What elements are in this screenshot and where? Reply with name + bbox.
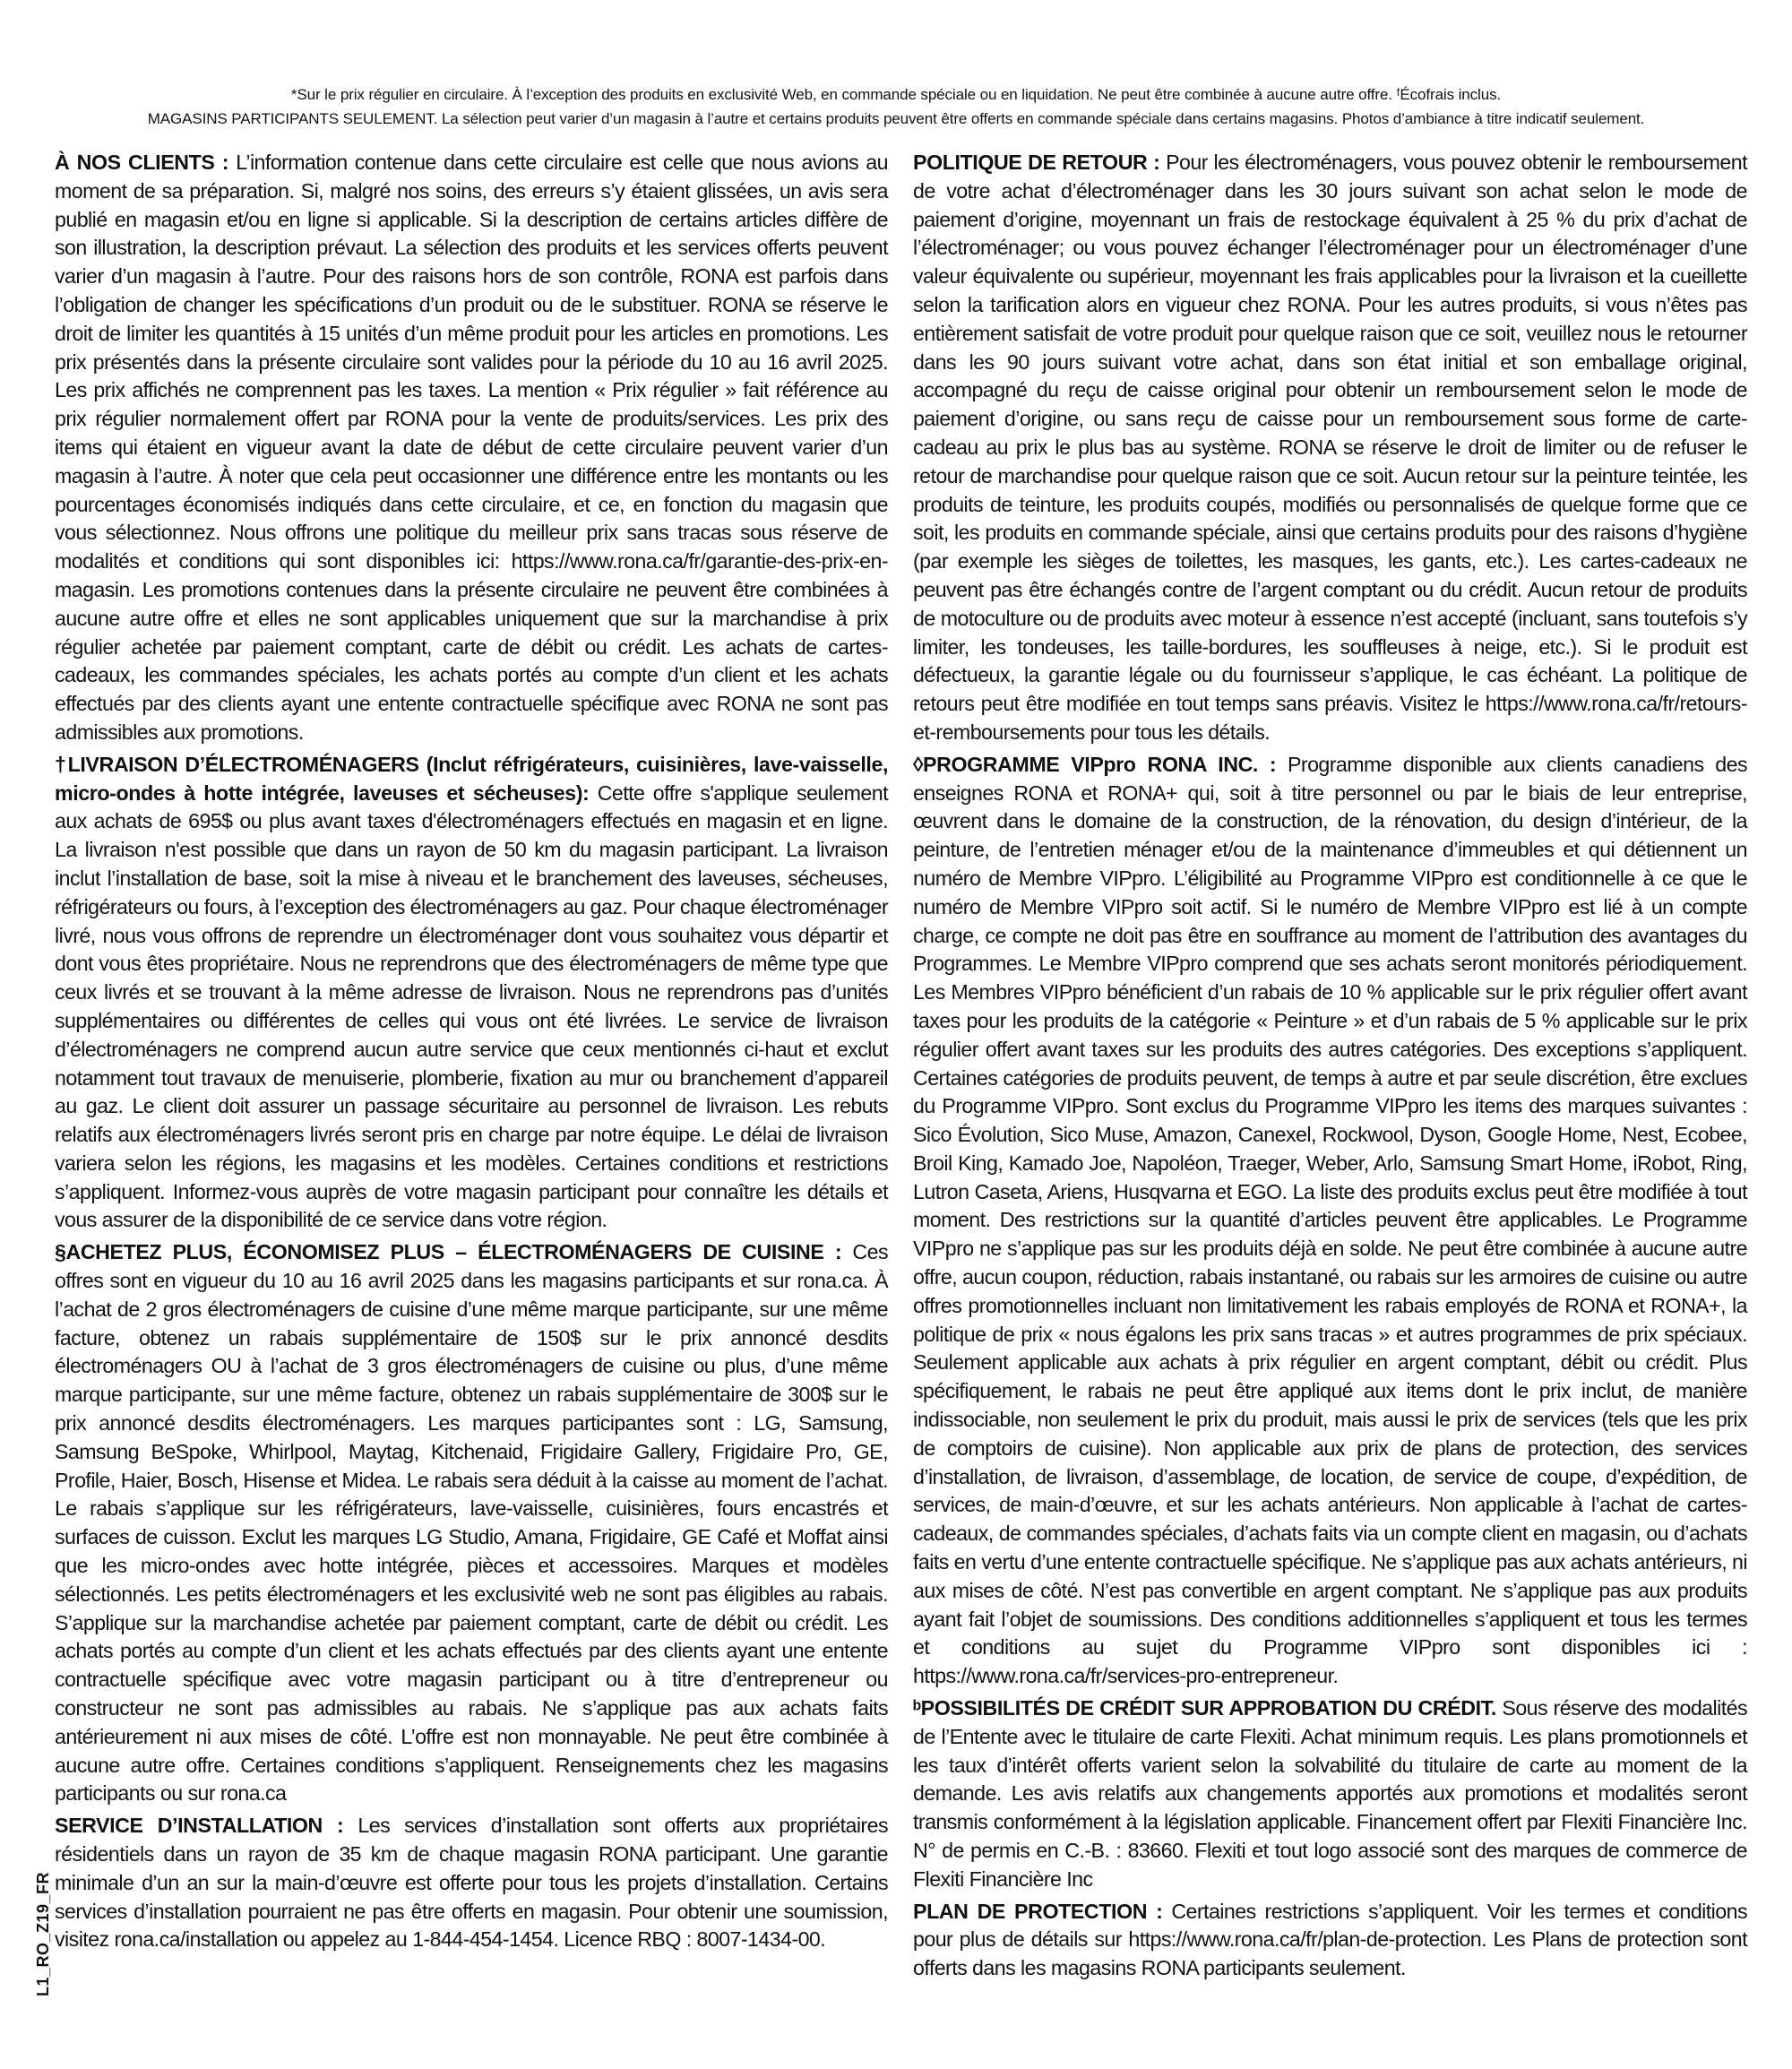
section-credit-title: ᵇPOSSIBILITÉS DE CRÉDIT SUR APPROBATION DU CRÉDIT. (913, 1696, 1496, 1720)
section-vippro (913, 751, 1747, 1691)
section-livraison (55, 751, 888, 1236)
section-credit-body: Sous réserve des modalités de l’Entente avec le titulaire de carte Flexiti. Achat minimum requis. Les plans promotionnels et les taux d’intérêt offerts varient selon la solvabilité du titulaire de carte au moment de la demande. Les avis relatifs aux changements apportés aux promotions et modalités seront transmis conformément à la législation applicable. Financement offert par Flexiti Financière Inc. N° de permis en C.-B. : 83660. Flexiti et tout logo associé sont des marques de commerce de Flexiti Financière Inc (913, 1696, 1747, 1891)
section-protection-body: Certaines restrictions s’appliquent. Voir les termes et conditions pour plus de détails sur https://www.rona.ca/fr/plan-de-protection. Les Plans de protection sont offerts dans les magasins RONA participants seulement. (913, 1899, 1747, 1980)
section-livraison-body: Cette offre s'applique seulement aux achats de 695$ ou plus avant taxes d'électroménagers effectués en magasin et en ligne. La livraison n'est possible que dans un rayon de 50 km du magasin participant. La livraison inclut l’installation de base, soit la mise à niveau et le branchement des laveuses, sécheuses, réfrigérateurs ou fours, à l’exception des électroménagers au gaz. Pour chaque électroménager livré, nous vous offrons de reprendre un électroménager dont vous souhaitez vous départir et dont vous êtes propriétaire. Nous ne reprendrons que des électroménagers de même type que ceux livrés et se trouvant à la même adresse de livraison. Nous ne reprendrons pas d’unités supplémentaires ou différentes de celles qui vous ont été livrées. Le service de livraison d’électroménagers ne comprend aucun autre service que ceux mentionnés ci-haut et exclut notamment tout travaux de menuiserie, plomberie, fixation au mur ou branchement d’appareil au gaz. Le client doit assurer un passage sécuritaire au personnel de livraison. Les rebuts relatifs aux électroménagers livrés seront pris en charge par notre équipe. Le délai de livraison variera selon les régions, les magasins et les modèles. Certaines conditions et restrictions s’appliquent. Informez-vous auprès de votre magasin participant pour connaître les détails et vous assurer de la disponibilité de ce service dans votre région. (55, 780, 888, 1232)
section-achetez-title: §ACHETEZ PLUS, ÉCONOMISEZ PLUS – ÉLECTROMÉNAGERS DE CUISINE : (55, 1240, 842, 1264)
section-vippro-body: Programme disponible aux clients canadiens des enseignes RONA et RONA+ qui, soit à titre personnel ou par le biais de leur entreprise, œuvrent dans le domaine de la construction, de la rénovation, du design d’intérieur, de la peinture, de l’entretien ménager et/ou de la maintenance d’immeubles et qui détiennent un numéro de Membre VIPpro. L’éligibilité au Programme VIPpro est conditionnelle à ce que le numéro de Membre VIPpro soit actif. Si le numéro de Membre VIPpro est lié à un compte charge, ce compte ne doit pas être en souffrance au moment de l’attribution des avantages du Programmes. Le Membre VIPpro comprend que ses achats seront monitorés périodiquement. Les Membres VIPpro bénéficient d’un rabais de 10 % applicable sur le prix régulier offert avant taxes pour les produits de la catégorie « Peinture » et d’un rabais de 5 % applicable sur le prix régulier offert avant taxes sur les produits des autres catégories. Des exceptions s’appliquent. Certaines catégories de produits peuvent, de temps à autre et par seule discrétion, être exclues du Programme VIPpro. Sont exclus du Programme VIPpro les items des marques suivantes : Sico Évolution, Sico Muse, Amazon, Canexel, Rockwool, Dyson, Google Home, Nest, Ecobee, Broil King, Kamado Joe, Napoléon, Traeger, Weber, Arlo, Samsung Smart Home, iRobot, Ring, Lutron Caseta, Ariens, Husqvarna et EGO. La liste des produits exclus peut être modifiée à tout moment. Des restrictions sur la quantité d’articles peuvent être applicables. Le Programme VIPpro ne s’applique pas sur les produits déjà en solde. Ne peut être combinée à aucune autre offre, aucun coupon, réduction, rabais instantané, ou rabais sur les armoires de cuisine ou autre offres promotionnelles incluant non limitativement les rabais employés de RONA et RONA+, la politique de prix « nous égalons les prix sans tracas » et autres programmes de prix spéciaux. Seulement applicable aux achats à prix régulier en argent comptant, débit ou crédit. Plus spécifiquement, le rabais ne peut être appliqué aux items dont le prix inclut, de manière indissociable, non seulement le prix du produit, mais aussi le prix de services (tels que les prix de comptoirs de cuisine). Non applicable aux prix de plans de protection, des services d’installation, de livraison, d’assemblage, de location, de service de coupe, d’expédition, de services, de main-d’œuvre, et sur les achats antérieurs. Non applicable à l’achat de cartes-cadeaux, de commandes spéciales, d’achats faits via un compte client en magasin, ou d’achats faits en vertu d’une entente contractuelle spécifique. Ne s’applique pas aux achats antérieurs, ni aux mises de côté. N’est pas convertible en argent comptant. Ne s’applique pas aux produits ayant fait l’objet de soumissions. Des conditions additionnelles s’appliquent et tous les termes et conditions au sujet du Programme VIPpro sont disponibles ici : https://www.rona.ca/fr/services-pro-entrepreneur. (913, 752, 1747, 1688)
left-column (55, 149, 888, 1958)
section-vippro-title: ◊PROGRAMME VIPpro RONA INC. : (913, 752, 1277, 776)
section-achetez (55, 1238, 888, 1808)
document-code: L1_RO_Z19_FR (34, 1871, 52, 1996)
section-clients (55, 149, 888, 747)
section-installation-title: SERVICE D’INSTALLATION : (55, 1814, 344, 1838)
disclaimer-line-2: MAGASINS PARTICIPANTS SEULEMENT. La sélection peut varier d’un magasin à l’autre et certains produits peuvent être offerts en commande spéciale dans certains magasins. Photos d’ambiance à titre indicatif seulement. (147, 110, 1645, 127)
right-column (913, 149, 1747, 1987)
section-installation (55, 1812, 888, 1954)
disclaimer-header (54, 82, 1738, 131)
section-achetez-body: Ces offres sont en vigueur du 10 au 16 avril 2025 dans les magasins participants et sur rona.ca. À l’achat de 2 gros électroménagers de cuisine d’une même marque participante, sur une même facture, obtenez un rabais supplémentaire de 150$ sur le prix annoncé desdits électroménagers OU à l’achat de 3 gros électroménagers de cuisine ou plus, d’une même marque participante, sur une même facture, obtenez un rabais supplémentaire de 300$ sur le prix annoncé desdits électroménagers. Les marques participantes sont : LG, Samsung, Samsung BeSpoke, Whirlpool, Maytag, Kitchenaid, Frigidaire Gallery, Frigidaire Pro, GE, Profile, Haier, Bosch, Hisense et Midea. Le rabais sera déduit à la caisse au moment de l’achat. Le rabais s’applique sur les réfrigérateurs, lave-vaisselle, cuisinières, fours encastrés et surfaces de cuisson. Exclut les marques LG Studio, Amana, Frigidaire, GE Café et Moffat ainsi que les micro-ondes avec hotte intégrée, pièces et accessoires. Marques et modèles sélectionnés. Les petits électroménagers et les exclusivité web ne sont pas éligibles au rabais. S’applique sur la marchandise achetée par paiement comptant, carte de débit ou crédit. Les achats portés au compte d’un client et les achats effectués par des clients ayant une entente contractuelle spécifique avec votre magasin participant ou à titre d’entrepreneur ou constructeur ne sont pas admissibles au rabais. Ne s’applique pas aux achats faits antérieurement ni aux mises de côté. L’offre est non monnayable. Ne peut être combinée à aucune autre offre. Certaines conditions s’appliquent. Renseignements chez les magasins participants ou sur rona.ca (55, 1240, 889, 1806)
section-clients-body: L’information contenue dans cette circulaire est celle que nous avions au moment de sa préparation. Si, malgré nos soins, des erreurs s’y étaient glissées, un avis sera publié en magasin et/ou en ligne si applicable. Si la description de certains articles diffère de son illustration, la description prévaut. La sélection des produits et les services offerts peuvent varier d’un magasin à l’autre. Pour des raisons hors de son contrôle, RONA est parfois dans l’obligation de changer les spécifications d’un produit ou de le substituer. RONA se réserve le droit de limiter les quantités à 15 unités d’un même produit pour les articles en promotions. Les prix présentés dans la présente circulaire sont valides pour la période du 10 au 16 avril 2025. Les prix affichés ne comprennent pas les taxes. La mention « Prix régulier » fait référence au prix régulier normalement offert par RONA pour la vente de produits/services. Les prix des items qui étaient en vigueur avant la date de début de cette circulaire peuvent varier d’un magasin à l’autre. À noter que cela peut occasionner une différence entre les montants ou les pourcentages économisés indiqués dans cette circulaire, et ce, en fonction du magasin que vous sélectionnez. Nous offrons une politique du meilleur prix sans tracas sous réserve de modalités et conditions qui sont disponibles ici: https://www.rona.ca/fr/garantie-des-prix-en-magasin. Les promotions contenues dans la présente circulaire ne peuvent être combinées à aucune autre offre et elles ne sont applicables uniquement que sur la marchandise à prix régulier achetée par paiement comptant, carte de débit ou crédit. Les achats de cartes-cadeaux, les commandes spéciales, les achats portés au compte d’un client et les achats effectués par des clients ayant une entente contractuelle spécifique avec RONA ne sont pas admissibles aux promotions. (55, 151, 889, 744)
section-protection (913, 1898, 1747, 1983)
section-installation-body: Les services d’installation sont offerts aux propriétaires résidentiels dans un rayon de 35 km de chaque magasin RONA participant. Une garantie minimale d’un an sur la main-d’œuvre est offerte pour tous les projets d’installation. Certains services d’installation pourraient ne pas être offerts en magasin. Pour obtenir une soumission, visitez rona.ca/installation ou appelez au 1-844-454-1454. Licence RBQ : 8007-1434-00. (55, 1814, 888, 1952)
section-livraison-title: †LIVRAISON D’ÉLECTROMÉNAGERS (Inclut réfrigérateurs, cuisinières, lave-vaisselle, micro-ondes à hotte intégrée, laveuses et sécheuses): (55, 752, 888, 805)
section-clients-title: À NOS CLIENTS : (55, 151, 229, 174)
section-retour-title: POLITIQUE DE RETOUR : (913, 151, 1160, 174)
disclaimer-line-1: *Sur le prix régulier en circulaire. À l’exception des produits en exclusivité Web, en commande spéciale ou en liquidation. Ne peut être combinée à aucune autre offre. ᶠÉcofrais inclus. (290, 86, 1502, 103)
section-protection-title: PLAN DE PROTECTION : (913, 1899, 1163, 1923)
section-retour (913, 149, 1747, 747)
section-retour-body: Pour les électroménagers, vous pouvez obtenir le remboursement de votre achat d’électroménager dans les 30 jours suivant son achat selon le mode de paiement d’origine, moyennant un frais de restockage équivalent à 25 % du prix d’achat de l’électroménager; ou vous pouvez échanger l’électroménager pour un électroménager d’une valeur équivalente ou supérieur, moyennant les frais applicables pour la livraison et la cueillette selon la tarification alors en vigueur chez RONA. Pour les autres produits, si vous n’êtes pas entièrement satisfait de votre produit pour quelque raison que ce soit, veuillez nous le retourner dans les 90 jours suivant votre achat, dans son état initial et son emballage original, accompagné du reçu de caisse original pour obtenir un remboursement selon le mode de paiement d’origine, ou sans reçu de caisse pour un remboursement sous forme de carte-cadeau au prix le plus bas au système. RONA se réserve le droit de limiter ou de refuser le retour de marchandise pour quelque raison que ce soit. Aucun retour sur la peinture teintée, les produits de teinture, les produits coupés, modifiés ou personnalisés de quelque forme que ce soit, les produits en commande spéciale, ainsi que certains produits pour des raisons d’hygiène (par exemple les sièges de toilettes, les masques, les gants, etc.). Les cartes-cadeaux ne peuvent pas être échangés contre de l’argent comptant ou du crédit. Aucun retour de produits de motoculture ou de produits avec moteur à essence n’est accepté (incluant, sans toutefois s’y limiter, les tondeuses, les taille-bordures, les souffleuses à neige, etc.). Si le produit est défectueux, la garantie légale ou du fournisseur s’applique, le cas échéant. La politique de retours peut être modifiée en tout temps sans préavis. Visitez le https://www.rona.ca/fr/retours-et-remboursements pour tous les détails. (913, 151, 1748, 744)
section-credit (913, 1694, 1747, 1894)
